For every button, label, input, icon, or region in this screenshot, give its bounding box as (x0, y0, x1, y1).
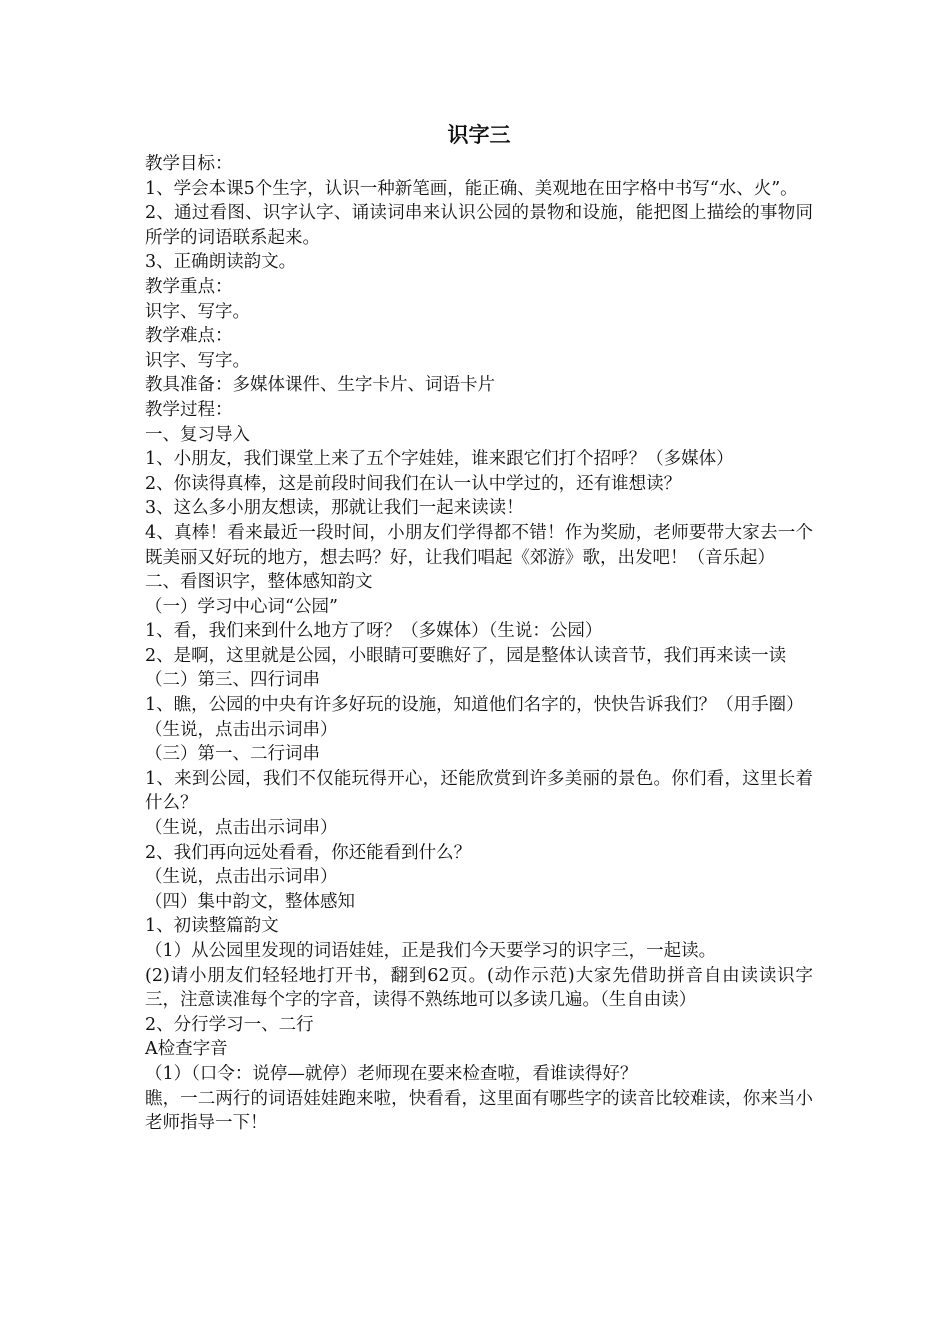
text-line: (2)请小朋友们轻轻地打开书，翻到62页。(动作示范)大家先借助拼音自由读读识字三，注意读准每个字的字音，读得不熟练地可以多读几遍。（生自由读） (145, 965, 813, 1011)
text-line: 2、分行学习一、二行 (145, 1014, 314, 1035)
text-line: 1、来到公园，我们不仅能玩得开心，还能欣赏到许多美丽的景色。你们看，这里长着什么？ (145, 768, 813, 814)
text-line: 一、复习导入 (145, 424, 250, 445)
text-line: 2、通过看图、识字认字、诵读词串来认识公园的景物和设施，能把图上描绘的事物同所学的词语联系起来。 (145, 203, 813, 248)
text-line: 教学重点： (145, 276, 233, 297)
text-line: （二）第三、四行词串 (145, 670, 320, 691)
text-line: 1、看，我们来到什么地方了呀？（多媒体）（生说：公园） (145, 621, 603, 642)
document-title: 识字三 (447, 123, 511, 147)
text-line: 1、瞧，公园的中央有许多好玩的设施，知道他们名字的，快快告诉我们？（用手圈） (145, 695, 804, 716)
text-line: 1、小朋友，我们课堂上来了五个字娃娃，谁来跟它们打个招呼？（多媒体） (145, 449, 734, 470)
text-line: 教学难点： (145, 326, 233, 347)
text-line: 1、学会本课5个生字，认识一种新笔画，能正确、美观地在田字格中书写“水、火”。 (145, 178, 798, 199)
text-line: 教具准备：多媒体课件、生字卡片、词语卡片 (145, 375, 495, 396)
text-line: 教学过程： (145, 399, 233, 420)
text-line: （四）集中韵文，整体感知 (145, 891, 355, 912)
text-line: A检查字音 (145, 1039, 228, 1060)
text-line: 二、看图识字，整体感知韵文 (145, 572, 373, 593)
text-line: （1）（口令：说停—就停）老师现在要来检查啦，看谁读得好？ (145, 1063, 638, 1084)
text-line: 识字、写字。 (145, 301, 250, 322)
text-line: （生说，点击出示词串） (145, 719, 338, 740)
text-line: 3、这么多小朋友想读，那就让我们一起来读读！ (145, 498, 524, 519)
text-line: （一）学习中心词“公园” (145, 596, 338, 617)
text-line: （1）从公园里发现的词语娃娃，正是我们今天要学习的识字三，一起读。 (145, 941, 717, 961)
text-line: 1、初读整篇韵文 (145, 916, 279, 937)
text-line: 瞧，一二两行的词语娃娃跑来啦，快看看，这里面有哪些字的读音比较难读，你来当小老师指导一下！ (145, 1088, 813, 1134)
text-line: （生说，点击出示词串） (145, 867, 338, 888)
text-line: 2、我们再向远处看看，你还能看到什么？ (145, 842, 472, 863)
text-line: 2、你读得真棒，这是前段时间我们在认一认中学过的，还有谁想读？ (145, 473, 682, 494)
text-line: 识字、写字。 (145, 350, 250, 371)
text-line: 3、正确朗读韵文。 (145, 252, 297, 273)
text-line: （三）第一、二行词串 (145, 744, 320, 765)
document-page (145, 122, 813, 1136)
text-line: 2、是啊，这里就是公园，小眼睛可要瞧好了，园是整体认读音节，我们再来读一读 (145, 645, 787, 666)
text-line: 教学目标： (145, 154, 233, 174)
text-line: 4、真棒！看来最近一段时间，小朋友们学得都不错！作为奖励，老师要带大家去一个既美丽又好玩的地方，想去吗？好，让我们唱起《郊游》歌，出发吧！（音乐起） (145, 522, 813, 568)
text-line: （生说，点击出示词串） (145, 818, 338, 839)
